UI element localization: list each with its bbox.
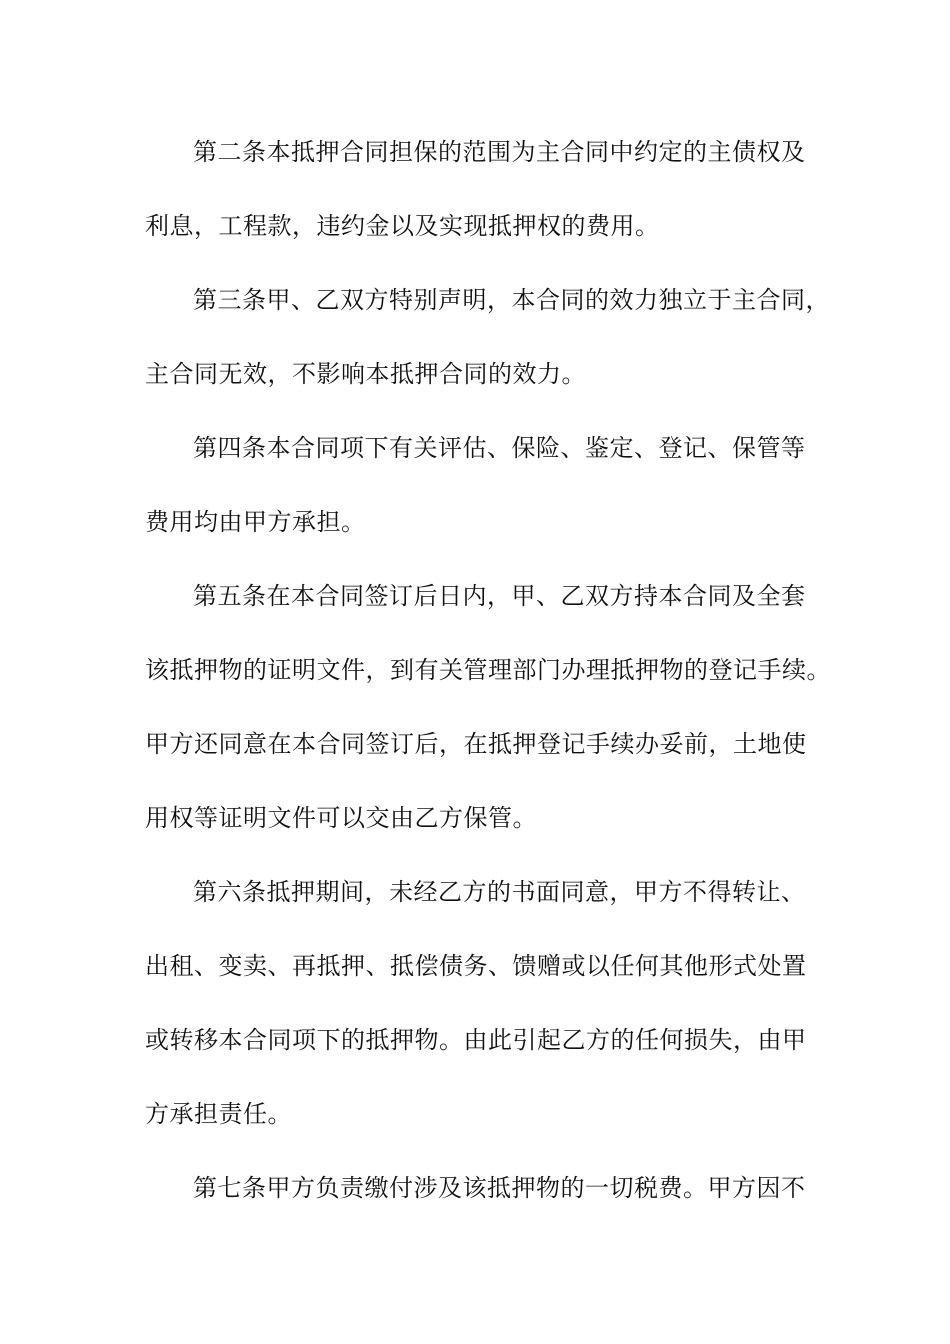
article-6-line-1: 第六条抵押期间，未经乙方的书面同意，甲方不得转让、 bbox=[193, 878, 806, 906]
article-2-line-2: 利息，工程款，违约金以及实现抵押权的费用。 bbox=[145, 212, 660, 240]
article-6-line-4: 方承担责任。 bbox=[145, 1100, 292, 1128]
article-5-line-3: 甲方还同意在本合同签订后，在抵押登记手续办妥前，土地使 bbox=[145, 730, 807, 758]
article-2-line-1: 第二条本抵押合同担保的范围为主合同中约定的主债权及 bbox=[193, 138, 806, 166]
article-3-line-2: 主合同无效，不影响本抵押合同的效力。 bbox=[145, 360, 586, 388]
article-5-line-2: 该抵押物的证明文件，到有关管理部门办理抵押物的登记手续。 bbox=[145, 656, 831, 684]
article-6-line-2: 出租、变卖、再抵押、抵偿债务、馈赠或以任何其他形式处置 bbox=[145, 952, 807, 980]
article-4-line-2: 费用均由甲方承担。 bbox=[145, 508, 366, 536]
article-5-line-1: 第五条在本合同签订后日内，甲、乙双方持本合同及全套 bbox=[193, 582, 806, 610]
article-3-line-1: 第三条甲、乙双方特别声明，本合同的效力独立于主合同， bbox=[193, 286, 830, 314]
article-5-line-4: 用权等证明文件可以交由乙方保管。 bbox=[145, 804, 537, 832]
article-4-line-1: 第四条本合同项下有关评估、保险、鉴定、登记、保管等 bbox=[193, 434, 806, 462]
article-6-line-3: 或转移本合同项下的抵押物。由此引起乙方的任何损失，由甲 bbox=[145, 1026, 807, 1054]
article-7-line-1: 第七条甲方负责缴付涉及该抵押物的一切税费。甲方因不 bbox=[193, 1174, 806, 1202]
